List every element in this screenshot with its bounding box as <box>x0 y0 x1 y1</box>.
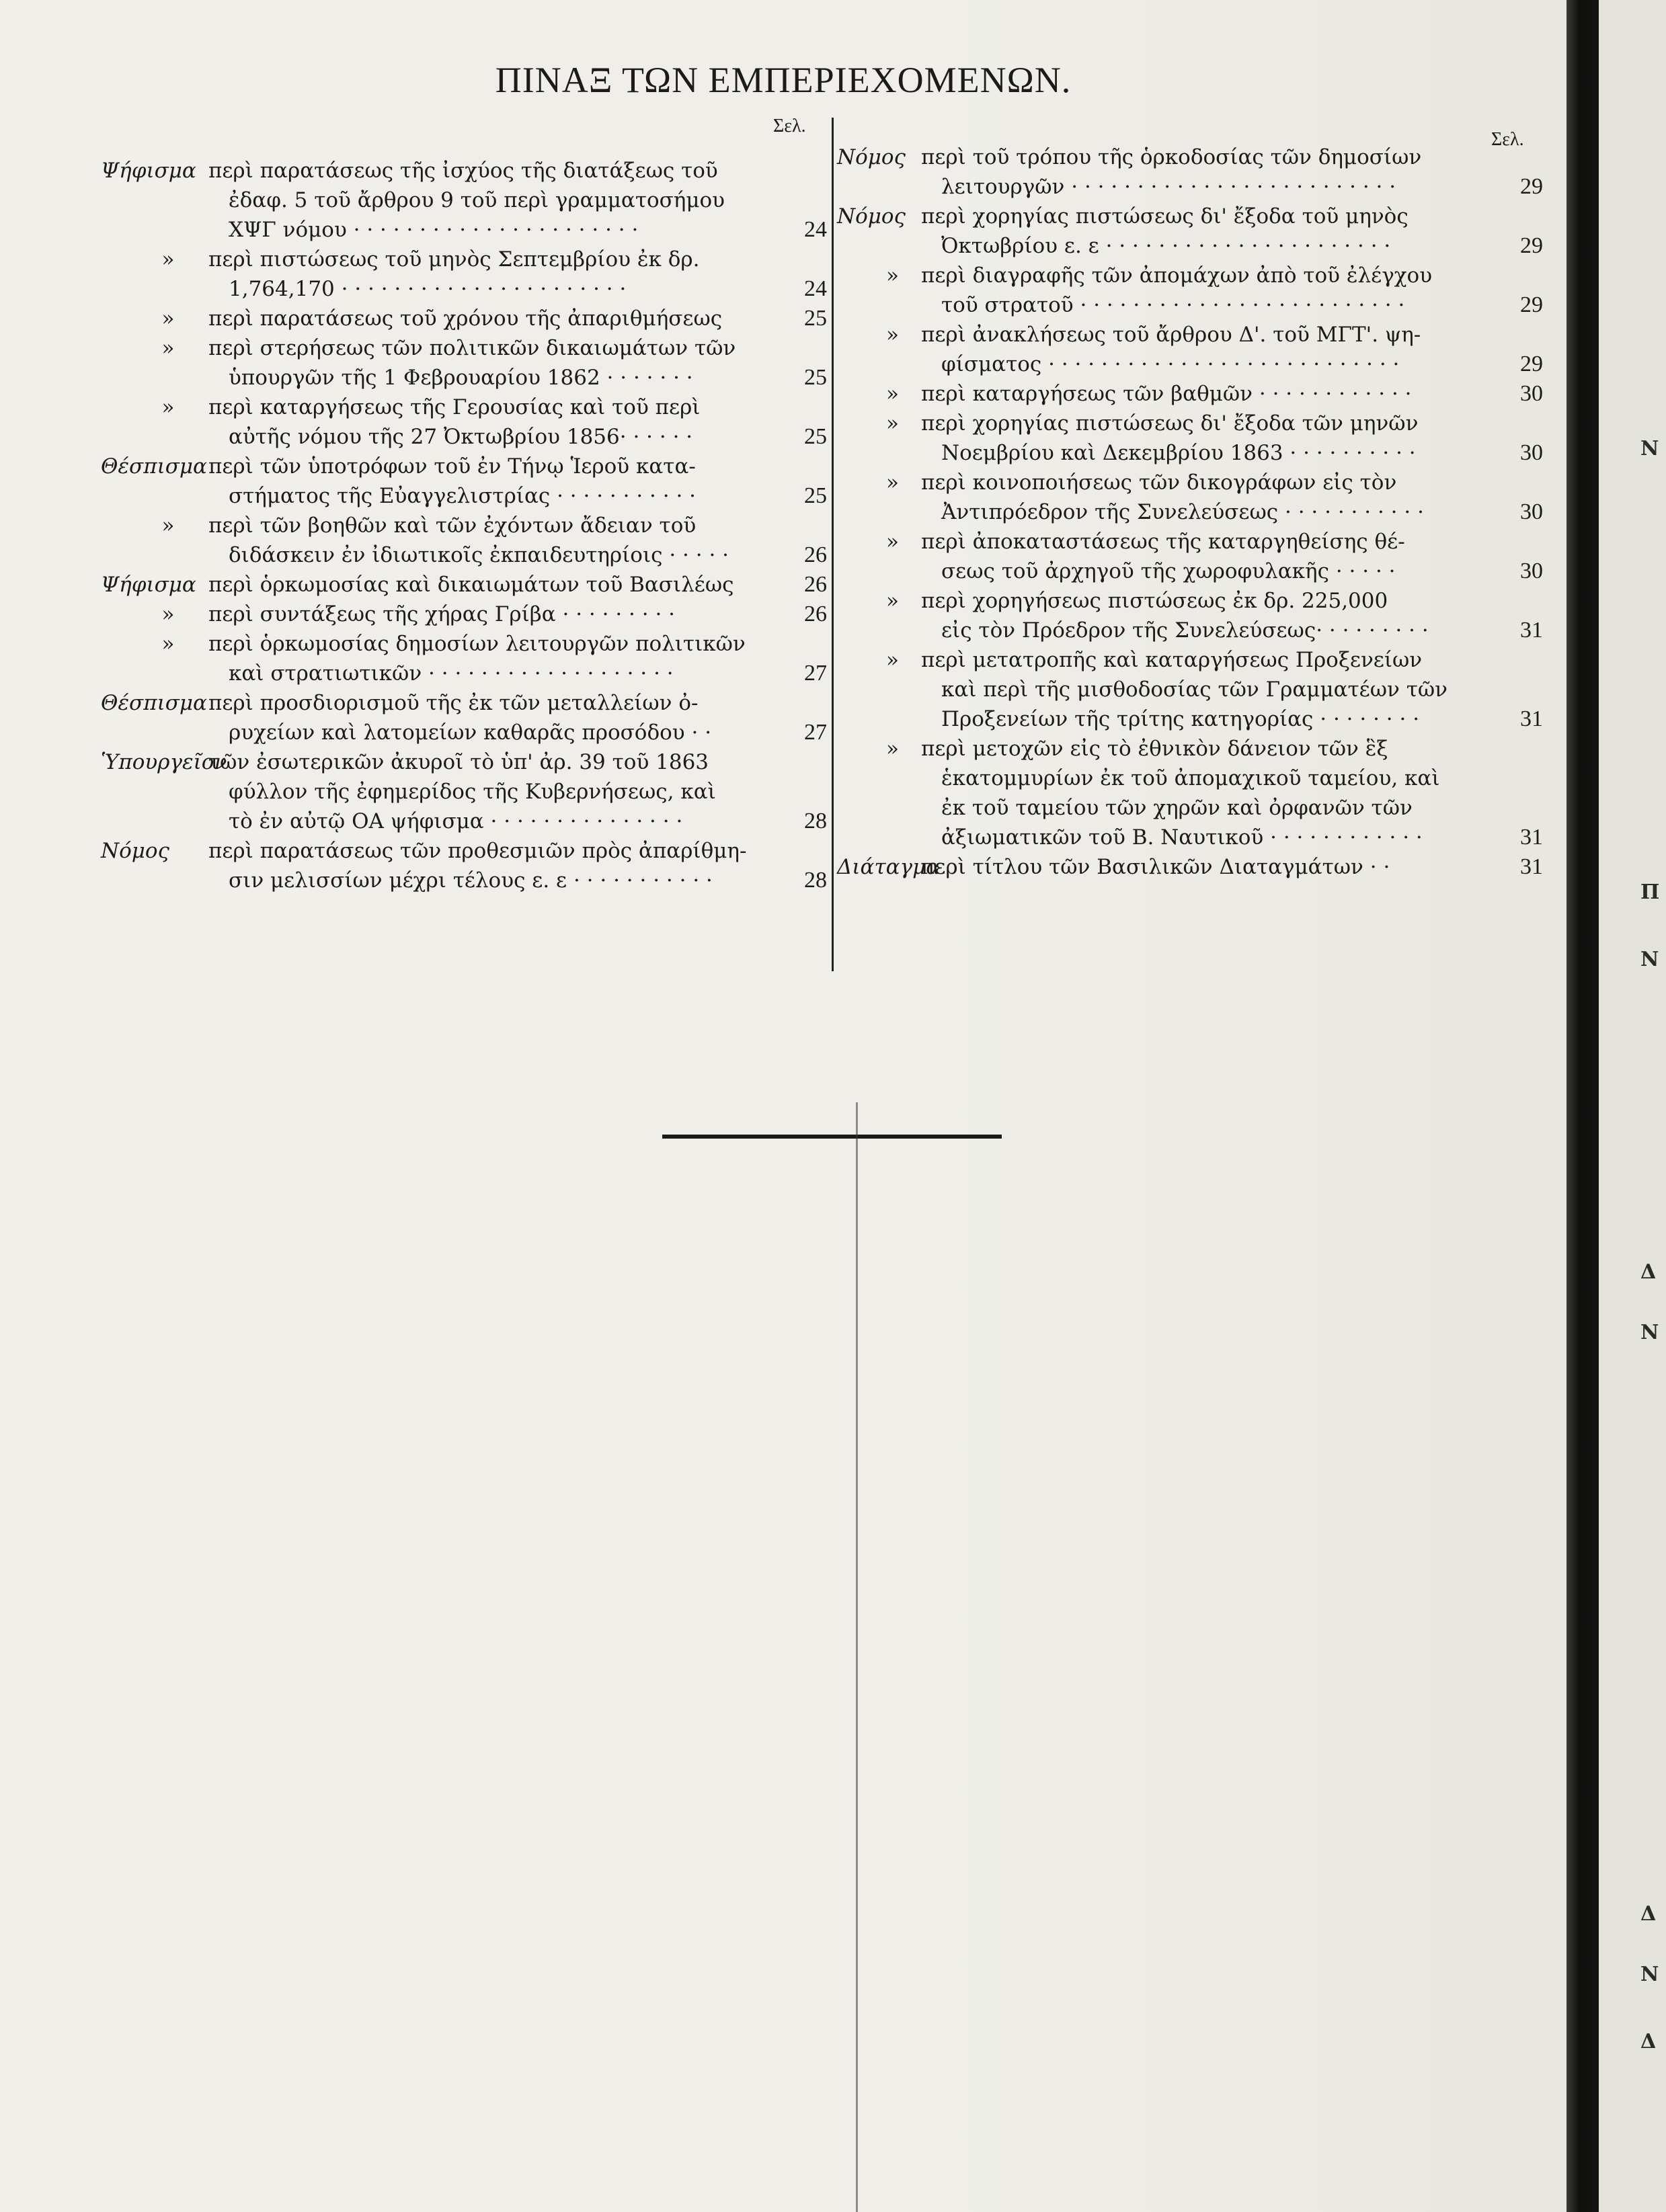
entry-page-number: 29 <box>1520 233 1543 258</box>
entry-description <box>208 245 780 304</box>
entry-kind: » <box>886 323 899 347</box>
entry-line: σιν μελισσίων μέχρι τέλους ε. ε · · · · · · · · · · · <box>229 868 713 893</box>
entry-page-number: 31 <box>1520 618 1543 643</box>
entry-page-number: 28 <box>804 868 827 893</box>
entry-line: εἰς τὸν Πρόεδρον τῆς Συνελεύσεως· · · · · · · · · <box>941 618 1429 643</box>
entry-description <box>921 645 1503 734</box>
entry-page-number: 24 <box>804 217 827 242</box>
entry-description <box>921 142 1503 202</box>
entry-kind: Θέσπισμα <box>101 454 207 479</box>
entry-page-number: 30 <box>1520 499 1543 524</box>
toc-entry <box>101 452 827 511</box>
entry-description <box>208 333 780 393</box>
entry-line: περὶ μετοχῶν εἰς τὸ ἐθνικὸν δάνειον τῶν ἓξ <box>921 737 1388 761</box>
entry-kind: » <box>886 263 899 288</box>
entry-page-number: 31 <box>1520 706 1543 731</box>
entry-line: περὶ καταργήσεως τῆς Γερουσίας καὶ τοῦ περὶ <box>208 395 701 419</box>
toc-entry <box>837 261 1543 320</box>
toc-entry <box>837 852 1543 882</box>
entry-description <box>208 688 780 747</box>
toc-entry <box>101 570 827 600</box>
entry-description <box>208 304 780 333</box>
entry-page-number: 29 <box>1520 174 1543 199</box>
adjacent-page-letter: N <box>1640 1963 1659 1986</box>
toc-entry <box>837 527 1543 586</box>
entry-page-number: 31 <box>1520 854 1543 879</box>
toc-entry <box>101 747 827 836</box>
right-column-entries <box>837 142 1543 882</box>
entry-kind: » <box>161 514 175 538</box>
entry-line: ἐδαφ. 5 τοῦ ἄρθρου 9 τοῦ περὶ γραμματοσήμου <box>229 188 725 212</box>
entry-line: περὶ προσδιορισμοῦ τῆς ἐκ τῶν μεταλλείων ὀ- <box>208 691 699 715</box>
book-spine <box>1566 0 1599 2212</box>
adjacent-page-letter: Δ <box>1640 1902 1657 1926</box>
entry-description <box>921 852 1503 882</box>
entry-kind: » <box>161 306 175 331</box>
entry-line: περὶ τῶν ὑποτρόφων τοῦ ἐν Τήνῳ Ἱεροῦ κατα- <box>208 454 696 479</box>
page-column-header-right: Σελ. <box>1491 129 1524 150</box>
entry-line: περὶ τῶν βοηθῶν καὶ τῶν ἐχόντων ἄδειαν τοῦ <box>208 514 697 538</box>
entry-line: ΧΨΓ νόμου · · · · · · · · · · · · · · · · · · · · · · <box>229 218 639 242</box>
entry-kind: Διάταγμα <box>837 855 941 879</box>
entry-line: περὶ παρατάσεως τῶν προθεσμιῶν πρὸς ἀπαρίθμη- <box>208 839 747 863</box>
entry-description <box>208 600 780 629</box>
entry-kind: » <box>886 530 899 554</box>
entry-line: 1,764,170 · · · · · · · · · · · · · · · · · · · · · · <box>229 277 627 301</box>
entry-page-number: 26 <box>804 572 827 597</box>
entry-line: τοῦ στρατοῦ · · · · · · · · · · · · · · · · · · · · · · · · · <box>941 293 1405 317</box>
entry-page-number: 29 <box>1520 352 1543 376</box>
entry-kind: Ὑπουργεῖον <box>101 750 227 774</box>
entry-kind: » <box>161 602 175 626</box>
adjacent-page-letter: Δ <box>1640 1260 1657 1284</box>
entry-line: σεως τοῦ ἀρχηγοῦ τῆς χωροφυλακῆς · · · · · <box>941 559 1396 583</box>
entry-line: φίσματος · · · · · · · · · · · · · · · · · · · · · · · · · · · <box>941 352 1400 376</box>
adjacent-page-letter: N <box>1640 1321 1659 1344</box>
entry-line: αὐτῆς νόμου τῆς 27 Ὀκτωβρίου 1856· · · · · · <box>229 425 693 449</box>
page-title: ΠΙΝΑΞ ΤΩΝ ΕΜΠΕΡΙΕΧΟΜΕΝΩΝ. <box>495 60 1072 100</box>
entry-page-number: 26 <box>804 542 827 567</box>
entry-page-number: 30 <box>1520 440 1543 465</box>
entry-description <box>208 393 780 452</box>
entry-description <box>921 734 1503 852</box>
entry-line: ρυχείων καὶ λατομείων καθαρᾶς προσόδου · · <box>229 721 712 745</box>
toc-entry <box>837 468 1543 527</box>
toc-entry <box>101 245 827 304</box>
entry-line: ὑπουργῶν τῆς 1 Φεβρουαρίου 1862 · · · · · · · <box>229 366 693 390</box>
entry-line: περὶ κοινοποιήσεως τῶν δικογράφων εἰς τὸν <box>921 470 1397 495</box>
entry-page-number: 30 <box>1520 559 1543 583</box>
entry-line: περὶ παρατάσεως τοῦ χρόνου τῆς ἀπαριθμήσεως <box>208 306 723 331</box>
entry-line: ἑκατομμυρίων ἐκ τοῦ ἀπομαχικοῦ ταμείου, καὶ <box>941 766 1440 790</box>
entry-line: περὶ συντάξεως τῆς χήρας Γρίβα · · · · · · · · · <box>208 602 676 626</box>
entry-line: διδάσκειν ἐν ἰδιωτικοῖς ἐκπαιδευτηρίοις · · · · · <box>229 543 729 567</box>
entry-line: περὶ χορηγίας πιστώσεως δι' ἔξοδα τῶν μηνῶν <box>921 411 1419 436</box>
entry-line: καὶ στρατιωτικῶν · · · · · · · · · · · · · · · · · · · <box>229 661 674 686</box>
entry-line: περὶ τίτλου τῶν Βασιλικῶν Διαταγμάτων · · <box>921 855 1390 879</box>
toc-entry <box>837 379 1543 409</box>
toc-entry <box>101 600 827 629</box>
entry-line: περὶ ἀποκαταστάσεως τῆς καταργηθείσης θέ- <box>921 530 1405 554</box>
adjacent-page-edge <box>1599 0 1666 2212</box>
entry-line: Ἀντιπρόεδρον τῆς Συνελεύσεως · · · · · · · · · · · <box>941 500 1424 524</box>
entry-kind: » <box>886 737 899 761</box>
entry-page-number: 25 <box>804 306 827 331</box>
adjacent-page-letter: Π <box>1640 880 1660 904</box>
entry-line: Ὀκτωβρίου ε. ε · · · · · · · · · · · · · · · · · · · · · · <box>941 234 1391 258</box>
entry-kind: Νόμος <box>101 839 169 863</box>
entry-line: στήματος τῆς Εὐαγγελιστρίας · · · · · · · · · · · <box>229 484 697 508</box>
entry-line: λειτουργῶν · · · · · · · · · · · · · · · · · · · · · · · · · <box>941 175 1396 199</box>
entry-line: περὶ ἀνακλήσεως τοῦ ἄρθρου Δ'. τοῦ ΜΓΤ'. ψη- <box>921 323 1421 347</box>
toc-entry <box>837 586 1543 645</box>
entry-description <box>208 452 780 511</box>
entry-line: Νοεμβρίου καὶ Δεκεμβρίου 1863 · · · · · · · · · · <box>941 441 1416 465</box>
adjacent-page-letter: Δ <box>1640 2030 1657 2053</box>
entry-kind: Θέσπισμα <box>101 691 207 715</box>
entry-line: περὶ διαγραφῆς τῶν ἀπομάχων ἀπὸ τοῦ ἐλέγχου <box>921 263 1433 288</box>
entry-kind: » <box>886 470 899 495</box>
entry-page-number: 26 <box>804 602 827 626</box>
entry-kind: » <box>161 632 175 656</box>
entry-line: ἐκ τοῦ ταμείου τῶν χηρῶν καὶ ὀρφανῶν τῶν <box>941 796 1413 820</box>
entry-line: τὸ ἐν αὐτῷ ΟΑ ψήφισμα · · · · · · · · · · · · · · · <box>229 809 683 833</box>
entry-line: περὶ πιστώσεως τοῦ μηνὸς Σεπτεμβρίου ἐκ δρ. <box>208 247 700 272</box>
entry-description <box>921 320 1503 379</box>
entry-kind: Ψήφισμα <box>101 159 196 183</box>
entry-kind: » <box>886 648 899 672</box>
entry-kind: » <box>886 382 899 406</box>
entry-description <box>921 409 1503 468</box>
entry-kind: » <box>161 336 175 360</box>
toc-entry <box>101 629 827 688</box>
entry-description <box>921 379 1503 409</box>
entry-description <box>208 511 780 570</box>
toc-entry <box>101 688 827 747</box>
toc-entry <box>101 304 827 333</box>
toc-entry <box>837 409 1543 468</box>
entry-page-number: 25 <box>804 483 827 508</box>
entry-kind: » <box>161 247 175 272</box>
entry-page-number: 31 <box>1520 825 1543 850</box>
entry-line: περὶ ὁρκωμοσίας καὶ δικαιωμάτων τοῦ Βασιλέως <box>208 573 734 597</box>
entry-page-number: 25 <box>804 424 827 449</box>
toc-entry <box>101 333 827 393</box>
toc-entry <box>837 142 1543 202</box>
adjacent-page-letter: N <box>1640 948 1659 971</box>
entry-line: καὶ περὶ τῆς μισθοδοσίας τῶν Γραμματέων τῶν <box>941 678 1447 702</box>
entry-page-number: 27 <box>804 720 827 745</box>
entry-kind: Ψήφισμα <box>101 573 196 597</box>
entry-line: περὶ στερήσεως τῶν πολιτικῶν δικαιωμάτων τῶν <box>208 336 736 360</box>
entry-line: Προξενείων τῆς τρίτης κατηγορίας · · · · · · · · <box>941 707 1420 731</box>
entry-line: φύλλον τῆς ἐφημερίδος τῆς Κυβερνήσεως, καὶ <box>229 780 716 804</box>
entry-kind: » <box>886 411 899 436</box>
entry-description <box>208 836 780 895</box>
section-rule <box>662 1135 1002 1139</box>
toc-entry <box>101 836 827 895</box>
entry-line: περὶ χορηγίας πιστώσεως δι' ἔξοδα τοῦ μηνὸς <box>921 204 1409 229</box>
entry-line: περὶ ὁρκωμοσίας δημοσίων λειτουργῶν πολιτικῶν <box>208 632 746 656</box>
entry-page-number: 28 <box>804 809 827 833</box>
entry-description <box>921 586 1503 645</box>
entry-line: τῶν ἐσωτερικῶν ἀκυροῖ τὸ ὑπ' ἀρ. 39 τοῦ 1863 <box>208 750 709 774</box>
entry-description <box>208 156 780 245</box>
toc-entry <box>101 156 827 245</box>
entry-kind: Νόμος <box>837 204 906 229</box>
bleed-through-divider <box>856 1102 858 2212</box>
adjacent-page-letter: N <box>1640 437 1659 460</box>
entry-page-number: 30 <box>1520 381 1543 406</box>
toc-entry <box>837 645 1543 734</box>
entry-kind: » <box>886 589 899 613</box>
entry-description <box>208 570 780 600</box>
entry-description <box>208 629 780 688</box>
entry-page-number: 24 <box>804 276 827 301</box>
entry-description <box>921 527 1503 586</box>
entry-description <box>921 468 1503 527</box>
entry-kind: » <box>161 395 175 419</box>
entry-line: περὶ καταργήσεως τῶν βαθμῶν · · · · · · · · · · · · <box>921 382 1412 406</box>
entry-description <box>208 747 780 836</box>
toc-entry <box>837 202 1543 261</box>
entry-line: ἀξιωματικῶν τοῦ Β. Ναυτικοῦ · · · · · · · · · · · · <box>941 825 1423 850</box>
entry-line: περὶ παρατάσεως τῆς ἰσχύος τῆς διατάξεως τοῦ <box>208 159 718 183</box>
toc-entry <box>101 511 827 570</box>
entry-description <box>921 261 1503 320</box>
entry-line: περὶ μετατροπῆς καὶ καταργήσεως Προξενείων <box>921 648 1423 672</box>
toc-entry <box>837 320 1543 379</box>
column-divider <box>832 118 834 971</box>
entry-description <box>921 202 1503 261</box>
entry-page-number: 29 <box>1520 292 1543 317</box>
toc-entry <box>101 393 827 452</box>
entry-line: περὶ χορηγήσεως πιστώσεως ἐκ δρ. 225,000 <box>921 589 1388 613</box>
entry-line: περὶ τοῦ τρόπου τῆς ὁρκοδοσίας τῶν δημοσίων <box>921 145 1422 169</box>
left-column-entries <box>101 156 827 895</box>
entry-page-number: 27 <box>804 661 827 686</box>
page-column-header-left: Σελ. <box>773 116 806 136</box>
entry-page-number: 25 <box>804 365 827 390</box>
toc-entry <box>837 734 1543 852</box>
entry-kind: Νόμος <box>837 145 906 169</box>
